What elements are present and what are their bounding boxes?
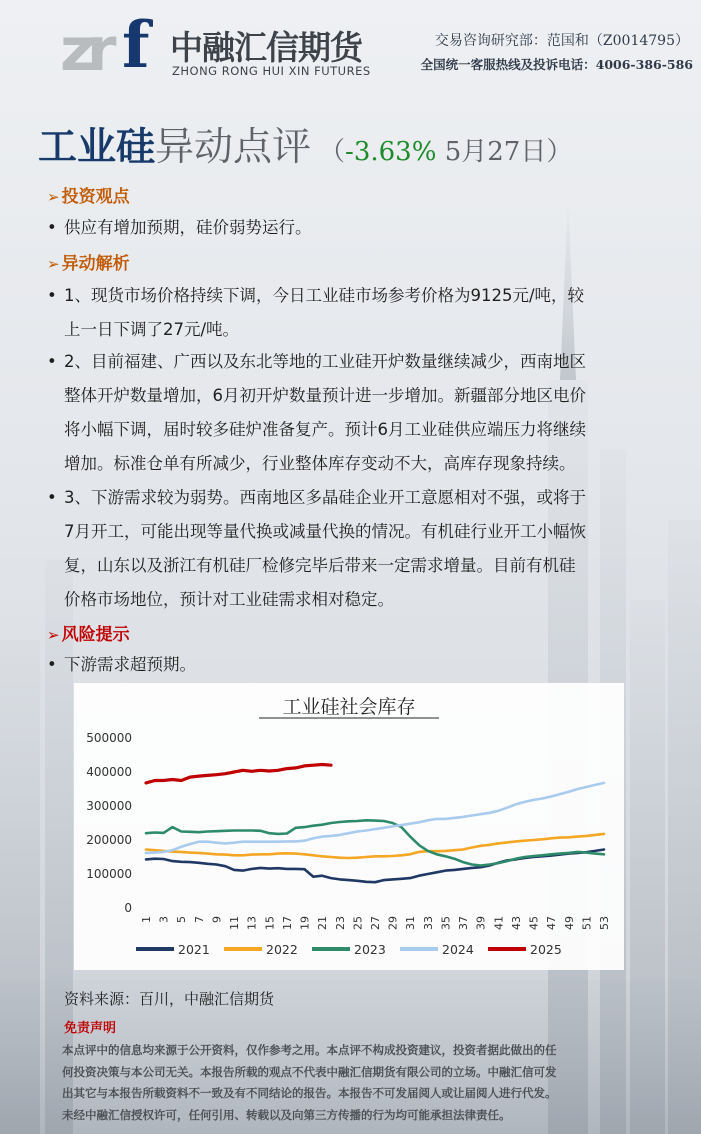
text-line: 整体开炉数量增加，6月初开炉数量预计进一步增加。新疆部分地区电价 bbox=[64, 386, 586, 405]
view-text bbox=[64, 211, 312, 245]
section-heading-analysis bbox=[47, 249, 130, 274]
text-line: 1、现货市场价格持续下调，今日工业硅市场参考价格为9125元/吨，较 bbox=[64, 286, 585, 305]
x-tick-label: 23 bbox=[333, 916, 347, 930]
x-tick-label: 15 bbox=[263, 916, 277, 930]
series-line-2022 bbox=[146, 834, 604, 858]
x-tick-label: 13 bbox=[245, 916, 259, 930]
bullet-dot-icon: • bbox=[47, 218, 57, 237]
text-line: 价格市场地位，预计对工业硅需求相对稳定。 bbox=[64, 590, 394, 609]
x-tick-label: 3 bbox=[157, 916, 171, 923]
text-line: 复，山东以及浙江有机硅厂检修完毕后带来一定需求增量。目前有机硅 bbox=[64, 556, 576, 575]
section-title-analysis: 异动解析 bbox=[61, 254, 130, 274]
legend-label-2021: 2021 bbox=[178, 942, 210, 957]
text-line: 增加。标准仓单有所减少，行业整体库存变动不大，高库存现象持续。 bbox=[64, 454, 576, 473]
risk-text bbox=[64, 648, 196, 682]
disclaimer-text bbox=[62, 1040, 642, 1126]
x-tick-label: 41 bbox=[492, 916, 506, 930]
arrow-bullet-icon: ➢ bbox=[47, 188, 60, 206]
x-tick-label: 1 bbox=[140, 916, 153, 923]
legend-label-2024: 2024 bbox=[442, 942, 474, 957]
price-change-percent: -3.63% bbox=[345, 137, 437, 167]
x-tick-label: 35 bbox=[439, 916, 453, 930]
bullet-dot-icon: • bbox=[47, 655, 57, 674]
section-title-risk: 风险提示 bbox=[61, 625, 130, 645]
inventory-chart-svg bbox=[74, 683, 624, 970]
x-tick-label: 21 bbox=[316, 916, 330, 930]
title-subject: 异动点评 bbox=[155, 125, 312, 170]
disclaimer-line: 何投资决策与本公司无关。本报告所载的观点不代表中融汇信期货有限公司的立场。中融汇信可发 bbox=[62, 1064, 557, 1079]
text-line: 7月开工，可能出现等量代换或减量代换的情况。有机硅行业开工小幅恢 bbox=[64, 522, 586, 541]
disclaimer-title: 免责声明 bbox=[64, 1021, 117, 1036]
legend-label-2025: 2025 bbox=[530, 942, 562, 957]
y-tick-label: 200000 bbox=[86, 833, 132, 847]
text-line: 3、下游需求较为弱势。西南地区多晶硅企业开工意愿相对不强，或将于 bbox=[64, 488, 586, 507]
x-tick-label: 37 bbox=[457, 916, 471, 930]
logo-company-name-en: ZHONG RONG HUI XIN FUTURES bbox=[172, 64, 371, 78]
series-line-2024 bbox=[146, 783, 604, 853]
title-meta bbox=[319, 137, 572, 167]
x-tick-label: 25 bbox=[351, 916, 365, 930]
title-date: 5月27日 bbox=[436, 137, 547, 167]
legend-label-2023: 2023 bbox=[354, 942, 386, 957]
x-tick-label: 7 bbox=[192, 916, 206, 923]
x-tick-label: 5 bbox=[175, 916, 189, 923]
y-tick-label: 500000 bbox=[86, 731, 132, 745]
legend-label-2022: 2022 bbox=[266, 942, 298, 957]
inventory-chart bbox=[74, 683, 624, 970]
hotline-contact: 全国统一客服热线及投诉电话：4006-386-586 bbox=[420, 57, 693, 72]
section-heading-view bbox=[47, 182, 130, 207]
section-heading-risk bbox=[47, 620, 130, 645]
logo-mark-f: f bbox=[122, 8, 150, 83]
y-tick-label: 100000 bbox=[86, 867, 132, 881]
analyst-contact: 交易咨询研究部：范国和（Z0014795） bbox=[434, 33, 689, 49]
disclaimer-line: 未经中融汇信授权许可，任何引用、转载以及向第三方传播的行为均可能承担法律责任。 bbox=[62, 1107, 511, 1122]
arrow-bullet-icon: ➢ bbox=[47, 626, 60, 644]
x-tick-label: 45 bbox=[527, 916, 541, 930]
text-line: 上一日下调了27元/吨。 bbox=[64, 320, 240, 339]
title-commodity: 工业硅 bbox=[38, 124, 156, 170]
data-source: 资料来源：百川，中融汇信期货 bbox=[64, 990, 275, 1008]
title-paren-open: （ bbox=[319, 137, 346, 167]
analysis-text-1 bbox=[64, 279, 584, 347]
title-paren-close: ） bbox=[546, 137, 573, 167]
arrow-bullet-icon: ➢ bbox=[47, 255, 60, 273]
page-title bbox=[38, 116, 572, 172]
x-tick-label: 27 bbox=[369, 916, 382, 930]
analysis-text-2 bbox=[64, 345, 586, 481]
bullet-dot-icon: • bbox=[47, 352, 57, 371]
x-tick-label: 11 bbox=[228, 916, 242, 930]
x-tick-label: 29 bbox=[386, 916, 400, 930]
x-tick-label: 53 bbox=[598, 916, 611, 930]
x-tick-label: 47 bbox=[545, 916, 559, 930]
analysis-text-3 bbox=[64, 481, 586, 617]
disclaimer-line: 出其它与本报告所载资料不一致及有不同结论的报告。本报告不可发届阅人或让届阅人进行代发。 bbox=[62, 1086, 557, 1100]
x-tick-label: 9 bbox=[210, 916, 224, 923]
logo-mark-zr: zr bbox=[60, 15, 109, 85]
x-tick-label: 51 bbox=[580, 916, 594, 930]
x-tick-label: 17 bbox=[280, 916, 294, 930]
x-tick-label: 49 bbox=[562, 916, 576, 930]
y-tick-label: 0 bbox=[124, 901, 132, 915]
section-title-view: 投资观点 bbox=[61, 187, 130, 207]
risk-text-line: 下游需求超预期。 bbox=[64, 655, 196, 674]
series-line-2025 bbox=[146, 765, 331, 783]
view-text-line: 供应有增加预期，硅价弱势运行。 bbox=[64, 218, 312, 237]
x-tick-label: 19 bbox=[298, 916, 312, 930]
company-logo bbox=[60, 8, 380, 85]
chart-title: 工业硅社会库存 bbox=[282, 696, 416, 718]
text-line: 2、目前福建、广西以及东北等地的工业硅开炉数量继续减少，西南地区 bbox=[64, 352, 586, 371]
text-line: 将小幅下调，届时较多硅炉准备复产。预计6月工业硅供应端压力将继续 bbox=[64, 420, 586, 439]
disclaimer-line: 本点评中的信息均来源于公开资料，仅作参考之用。本点评不构成投资建议，投资者据此做出的任 bbox=[62, 1043, 557, 1057]
x-tick-label: 31 bbox=[404, 916, 418, 930]
x-tick-label: 43 bbox=[509, 916, 523, 930]
bullet-dot-icon: • bbox=[47, 286, 57, 305]
x-tick-label: 39 bbox=[474, 916, 488, 930]
x-tick-label: 33 bbox=[421, 916, 435, 930]
y-tick-label: 400000 bbox=[86, 765, 132, 779]
bullet-dot-icon: • bbox=[47, 488, 57, 507]
y-tick-label: 300000 bbox=[86, 799, 132, 813]
logo-company-name: 中融汇信期货 bbox=[170, 28, 362, 67]
